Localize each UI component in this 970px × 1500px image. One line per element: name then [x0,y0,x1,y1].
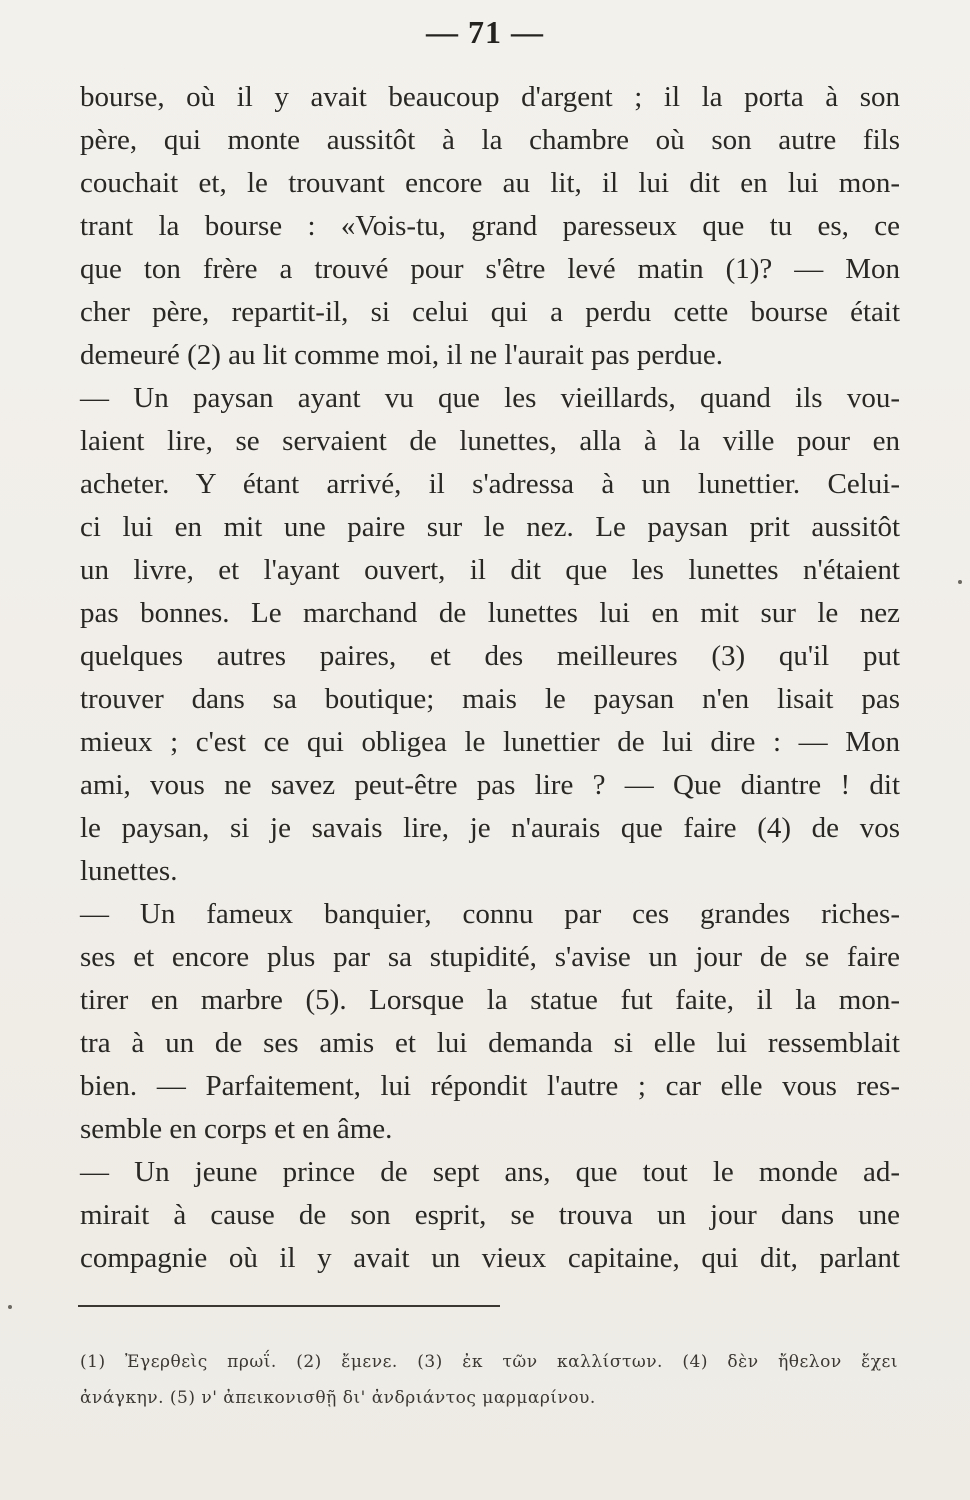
text-line: demeuré (2) au lit comme moi, il ne l'aurait pas perdue. [80,339,723,371]
text-line: pas bonnes. Le marchand de lunettes lui en mit sur le nez [80,597,900,629]
text-line: semble en corps et en âme. [80,1113,393,1145]
text-line: — Un fameux banquier, connu par ces grandes riches- [80,898,900,930]
footnotes [80,1344,898,1416]
text-line: — Un jeune prince de sept ans, que tout le monde ad- [80,1156,900,1188]
text-line: père, qui monte aussitôt à la chambre où son autre fils [80,124,900,156]
text-line: ci lui en mit une paire sur le nez. Le paysan prit aussitôt [80,511,900,543]
body-text [80,76,900,1280]
footnote-line: (1) Ἐγερθεὶς πρωΐ. (2) ἔμενε. (3) ἐκ τῶν καλλίστων. (4) δὲν ἤθελον ἔχει [80,1352,898,1372]
text-line: acheter. Y étant arrivé, il s'adressa à un lunettier. Celui- [80,468,900,500]
text-line: mirait à cause de son esprit, se trouva un jour dans une [80,1199,900,1231]
text-line: ses et encore plus par sa stupidité, s'avise un jour de se faire [80,941,900,973]
text-line: — Un paysan ayant vu que les vieillards, quand ils vou- [80,382,900,414]
footnote-rule [78,1305,500,1307]
paper-speck [958,580,962,584]
text-line: cher père, repartit-il, si celui qui a perdu cette bourse était [80,296,900,328]
text-line: que ton frère a trouvé pour s'être levé matin (1)? — Mon [80,253,900,285]
text-line: quelques autres paires, et des meilleures (3) qu'il put [80,640,900,672]
text-line: tirer en marbre (5). Lorsque la statue fut faite, il la mon- [80,984,900,1016]
text-line: trouver dans sa boutique; mais le paysan n'en lisait pas [80,683,900,715]
text-line: compagnie où il y avait un vieux capitaine, qui dit, parlant [80,1242,900,1274]
text-line: couchait et, le trouvant encore au lit, il lui dit en lui mon- [80,167,900,199]
text-line: bourse, où il y avait beaucoup d'argent ; il la porta à son [80,81,900,113]
page-number: — 71 — [426,14,544,50]
text-line: bien. — Parfaitement, lui répondit l'autre ; car elle vous res- [80,1070,900,1102]
text-line: ami, vous ne savez peut-être pas lire ? — Que diantre ! dit [80,769,900,801]
text-line: laient lire, se servaient de lunettes, alla à la ville pour en [80,425,900,457]
paper-speck [8,1305,12,1309]
text-line: tra à un de ses amis et lui demanda si elle lui ressemblait [80,1027,900,1059]
footnote-line: ἀνάγκην. (5) ν' ἀπεικονισθῇ δι' ἀνδριάντος μαρμαρίνου. [80,1388,596,1408]
text-line: trant la bourse : «Vois-tu, grand paresseux que tu es, ce [80,210,900,242]
text-line: lunettes. [80,855,178,887]
text-line: un livre, et l'ayant ouvert, il dit que les lunettes n'étaient [80,554,900,586]
text-line: le paysan, si je savais lire, je n'aurais que faire (4) de vos [80,812,900,844]
text-line: mieux ; c'est ce qui obligea le lunettier de lui dire : — Mon [80,726,900,758]
